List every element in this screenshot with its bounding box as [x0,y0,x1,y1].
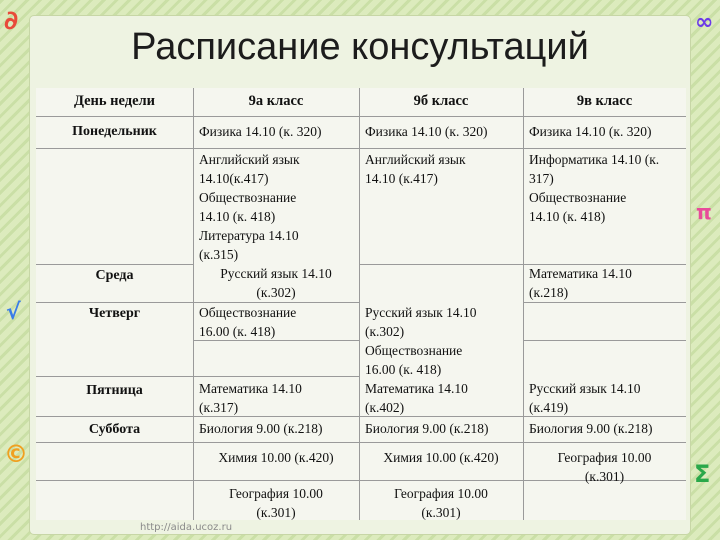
cell-extra2-9b: География 10.00 (к.301) [394,486,488,520]
decor-glyph: © [4,440,28,468]
row-divider [36,116,686,117]
decor-glyph: ∞ [695,10,714,35]
decor-glyph: ∂ [4,6,19,36]
cell-wed-9a: Русский язык 14.10 (к.302) [220,266,332,300]
cell-tue-9a: Английский язык 14.10(к.417) Обществознание 14.10 (к. 418) Литература 14.10 (к.315) [199,152,300,262]
cell-tue-9v: Информатика 14.10 (к. 317) Обществознание 14.10 (к. 418) [529,152,660,224]
cell-mon-9a: Физика 14.10 (к. 320) [199,124,322,139]
cell-extra1-9b: Химия 10.00 (к.420) [383,450,499,465]
cell-tue-9b: Английский язык 14.10 (к.417) [365,152,466,186]
header-day: День недели [73,93,156,109]
day-saturday: Суббота [88,422,141,437]
day-monday: Понедельник [72,124,157,139]
cell-fri-9b: Математика 14.10 (к.402) [365,381,468,415]
cell-sat-9a: Биология 9.00 (к.218) [199,421,323,436]
header-9a: 9а класс [248,93,304,109]
cell-fri-9v: Русский язык 14.10 (к.419) [529,381,641,415]
schedule-table [36,88,686,520]
page-title: Расписание консультаций [131,26,589,68]
row-divider [36,302,193,303]
row-divider [36,148,686,149]
cell-sat-9v: Биология 9.00 (к.218) [529,421,653,436]
decor-glyph: π [696,200,712,224]
cell-mon-9v: Физика 14.10 (к. 320) [529,124,652,139]
cell-extra2-9a: География 10.00 (к.301) [229,486,323,520]
cell-sat-9b: Биология 9.00 (к.218) [365,421,489,436]
decor-glyph: √ [6,300,21,325]
cell-fri-9a: Математика 14.10 (к.317) [199,381,302,415]
header-9b: 9б класс [413,93,469,109]
cell-mon-9b: Физика 14.10 (к. 320) [365,124,488,139]
header-9v: 9в класс [576,93,633,109]
row-divider [193,376,359,377]
row-divider [523,302,686,303]
row-divider [36,264,193,265]
cell-thu-9a: Обществознание 16.00 (к. 418) [199,305,297,339]
day-wednesday: Среда [95,268,134,283]
row-divider [36,376,193,377]
row-divider [36,442,686,443]
day-friday: Пятница [86,383,143,398]
cell-thu-9b: Русский язык 14.10 (к.302) Обществознание 16.00 (к. 418) [365,305,477,377]
row-divider [359,264,523,265]
cell-extra1-9a: Химия 10.00 (к.420) [218,450,334,465]
day-thursday: Четверг [88,306,141,321]
cell-wed-9v: Математика 14.10 (к.218) [529,266,632,300]
cell-extra1-9v: География 10.00 (к.301) [557,450,652,484]
row-divider [523,340,686,341]
decor-glyph: Σ [694,460,711,488]
footer-url: http://aida.ucoz.ru [140,522,233,533]
